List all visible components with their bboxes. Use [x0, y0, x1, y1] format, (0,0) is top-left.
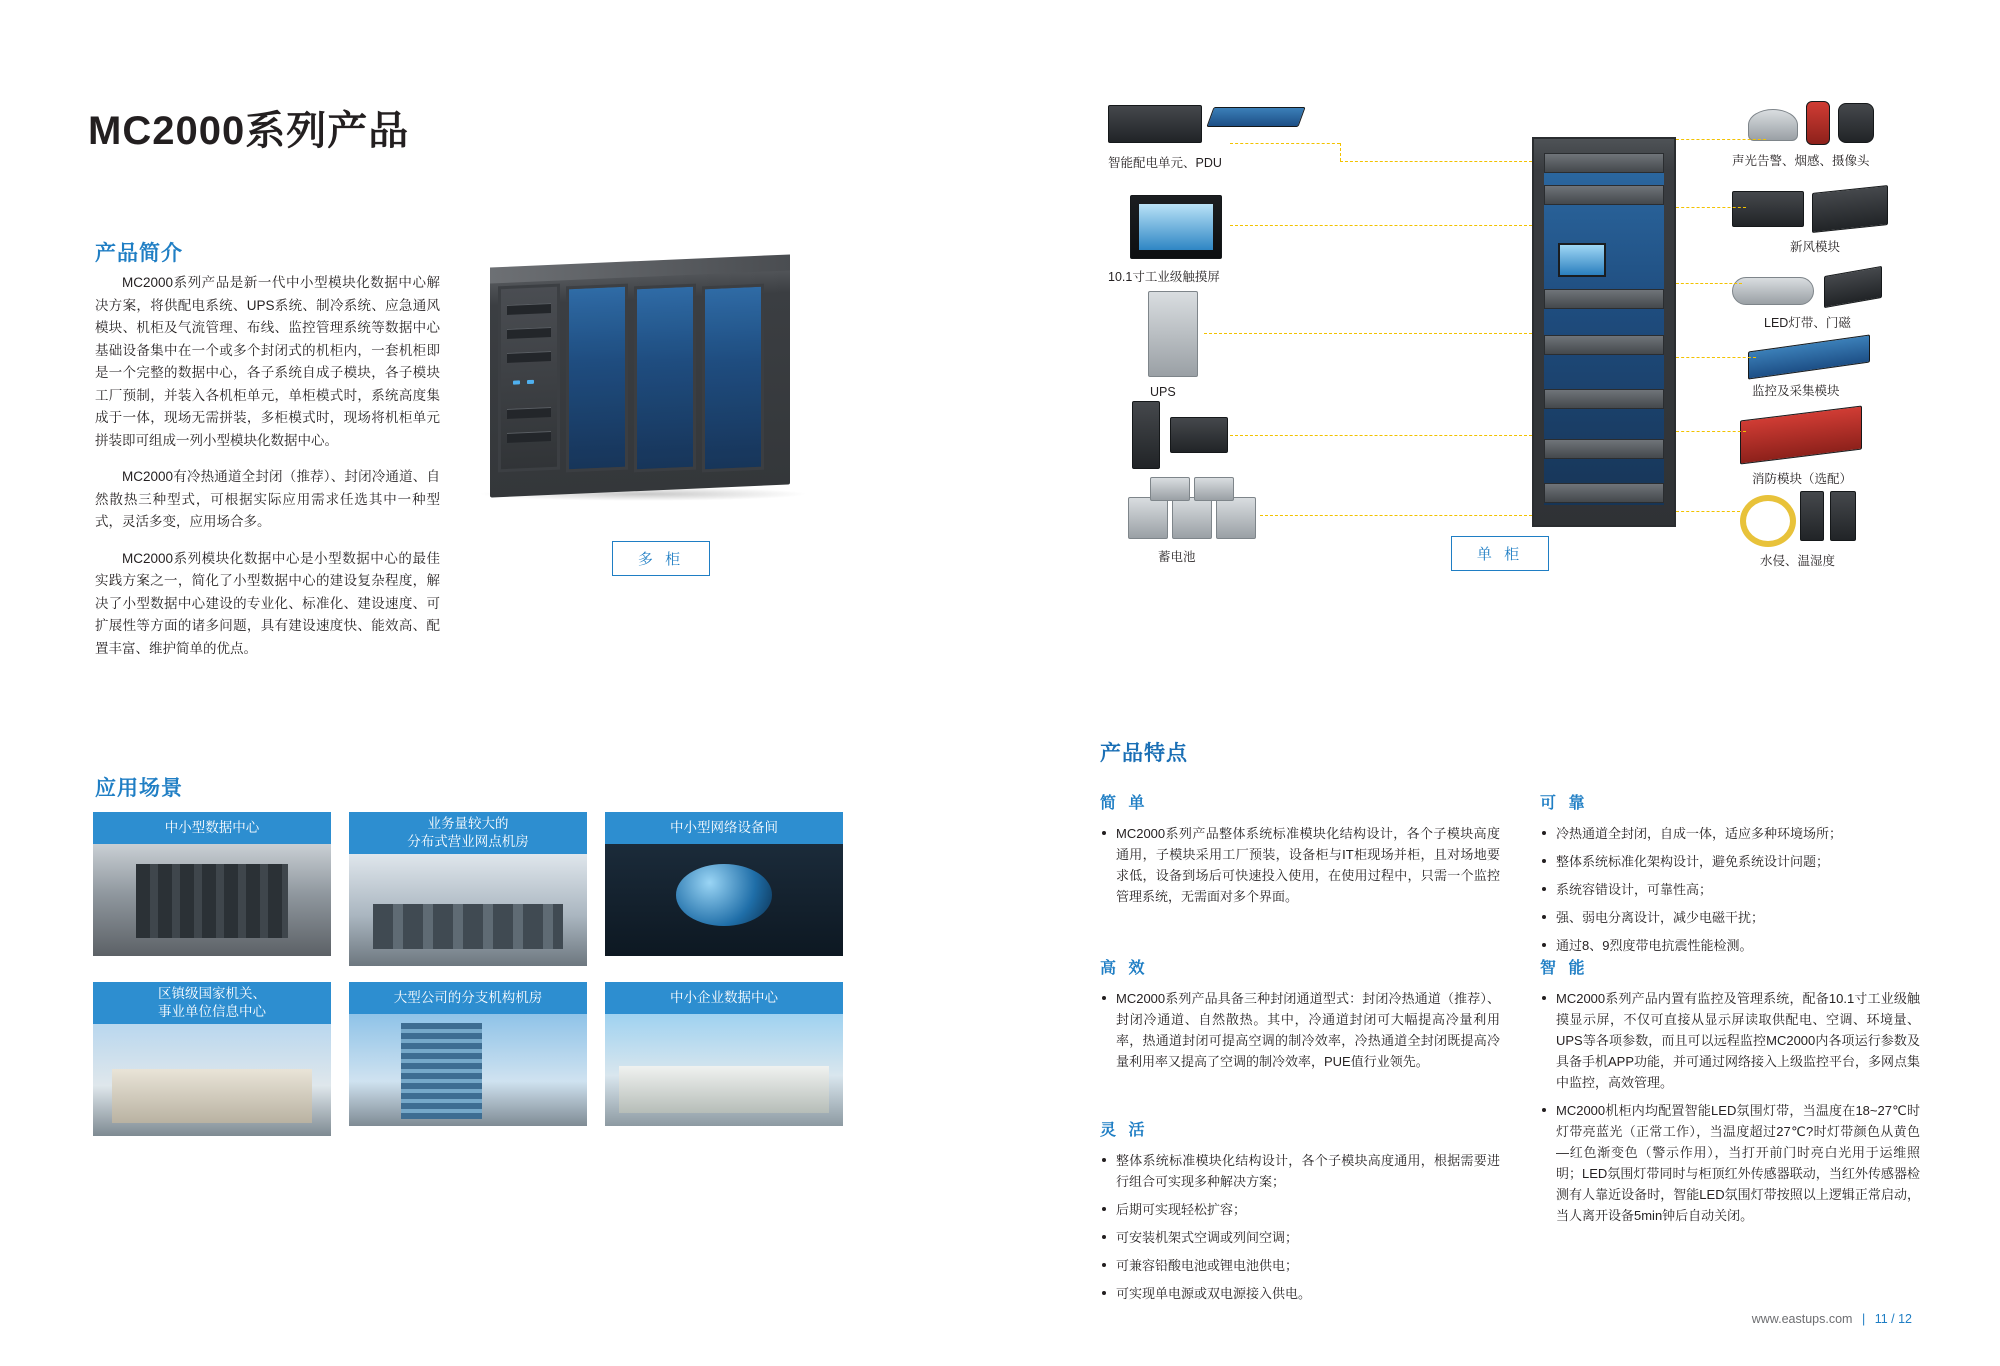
feature-item: 可兼容铅酸电池或锂电池供电；: [1100, 1255, 1500, 1276]
feature-item: MC2000系列产品内置有监控及管理系统，配备10.1寸工业级触摸显示屏，不仅可直接从显示屏读取供配电、空调、环境量、UPS等各项参数，而且可以远程监控MC2000内各项运行参数及具备手机APP功能，并可通过网络接入上级监控平台，多网点集中监控，高效管理。: [1540, 988, 1920, 1093]
label-battery: 蓄电池: [1158, 550, 1196, 564]
feature-block-flexible: [1100, 1117, 1500, 1311]
feature-item: 冷热通道全封闭，自成一体，适应多种环境场所；: [1540, 823, 1920, 844]
smoke-detector-device: [1748, 109, 1798, 141]
cabinet-module: [1544, 185, 1664, 205]
scene-label: [349, 812, 587, 854]
page-number: 11 / 12: [1874, 1312, 1912, 1326]
scene-card: [93, 812, 331, 966]
feature-list: [1100, 1150, 1500, 1304]
feature-item: 可实现单电源或双电源接入供电。: [1100, 1283, 1500, 1304]
scene-grid: [93, 812, 838, 1136]
label-alarm-smoke-camera: 声光告警、烟感、摄像头: [1732, 154, 1870, 168]
scene-image: [93, 844, 331, 956]
scene-label: 中小型数据中心: [93, 812, 331, 844]
component-diagram: [1100, 95, 1920, 568]
caption-multi-cabinet: 多 柜: [612, 541, 710, 576]
pdu-strip: [1206, 107, 1305, 127]
cabinet-door: [566, 284, 628, 473]
label-monitoring: 监控及采集模块: [1752, 384, 1840, 398]
scene-image: [605, 1014, 843, 1126]
scene-label: 中小企业数据中心: [605, 982, 843, 1014]
scene-image: [349, 1014, 587, 1126]
feature-item: 系统容错设计，可靠性高；: [1540, 879, 1920, 900]
scene-card: [605, 812, 843, 966]
feature-item: 强、弱电分离设计，减少电磁干扰；: [1540, 907, 1920, 928]
scene-label-line2: 分布式营业网点机房: [407, 834, 529, 849]
cabinet-door: [702, 284, 764, 473]
feature-item: 通过8、9烈度带电抗震性能检测。: [1540, 935, 1920, 956]
feature-block-reliable: [1540, 790, 1920, 963]
feature-item: MC2000机柜内均配置智能LED氛围灯带，当温度在18~27℃时灯带亮蓝光（正常工作），当温度超过27℃?时灯带颜色从黄色—红色渐变色（警示作用），当打开前门时亮白光用于运维照明；LED氛围灯带同时与柜顶红外传感器联动，当红外传感器检测有人靠近设备时，智能LED氛围灯带按照以上逻辑正常启动，当人离开设备5min钟后自动关闭。: [1540, 1100, 1920, 1226]
section-title-intro: 产品简介: [95, 242, 183, 265]
battery-device: [1216, 497, 1256, 539]
scene-label: [93, 982, 331, 1024]
multi-cabinet-photo: [470, 255, 815, 545]
feature-list: [1540, 988, 1920, 1226]
feature-item: 可安装机架式空调或列间空调；: [1100, 1227, 1500, 1248]
scene-image: [349, 854, 587, 966]
cabinet-module: [1544, 335, 1664, 355]
section-title-scenes: 应用场景: [95, 777, 183, 800]
battery-device: [1128, 497, 1168, 539]
footer-separator: |: [1861, 1312, 1866, 1326]
cabinet-panel: [498, 284, 560, 473]
intro-body: [95, 272, 440, 674]
page-footer: [1752, 1312, 1912, 1326]
door-magnet-device: [1824, 266, 1882, 308]
battery-device: [1194, 477, 1234, 501]
alarm-device: [1806, 101, 1830, 145]
scene-label: 大型公司的分支机构机房: [349, 982, 587, 1014]
air-conditioner-device: [1132, 401, 1160, 469]
feature-item: MC2000系列产品整体系统标准模块化结构设计，各个子模块高度通用，子模块采用工厂预装，设备柜与IT柜现场并柜，且对场地要求低，设备到场后可快速投入使用，在使用过程中，只需一个监控管理系统，无需面对多个界面。: [1100, 823, 1500, 907]
feature-title: 智 能: [1540, 960, 1589, 977]
label-touchscreen: 10.1寸工业级触摸屏: [1108, 270, 1220, 284]
temp-humidity-sensor: [1830, 491, 1856, 541]
cabinet-module: [1544, 389, 1664, 409]
monitoring-module: [1748, 334, 1870, 379]
feature-item: 整体系统标准化架构设计，避免系统设计问题；: [1540, 851, 1920, 872]
water-leak-sensor: [1740, 495, 1796, 547]
temp-humidity-sensor: [1800, 491, 1824, 541]
camera-device: [1838, 103, 1874, 143]
intro-paragraph: MC2000系列模块化数据中心是小型数据中心的最佳实践方案之一，简化了小型数据中心的建设复杂程度，解决了小型数据中心建设的专业化、标准化、建设速度、可扩展性等方面的诸多问题，具有建设速度快、能效高、配置丰富、维护简单的优点。: [95, 550, 440, 656]
scene-label-line1: 业务量较大的: [427, 816, 509, 831]
label-led-door: LED灯带、门磁: [1764, 316, 1851, 330]
footer-url[interactable]: www.eastups.com: [1751, 1312, 1853, 1326]
feature-list: [1540, 823, 1920, 956]
led-strip-device: [1732, 277, 1814, 305]
battery-device: [1150, 477, 1190, 501]
label-pdu: 智能配电单元、PDU: [1108, 156, 1222, 170]
feature-title: 灵 活: [1100, 1122, 1149, 1139]
cabinet-module: [1544, 483, 1664, 503]
fire-protection-module: [1740, 406, 1862, 465]
intro-paragraph: MC2000系列产品是新一代中小型模块化数据中心解决方案，将供配电系统、UPS系统、制冷系统、应急通风模块、机柜及气流管理、布线、监控管理系统等数据中心基础设备集中在一个或多个封闭式的机柜内，一套机柜即是一个完整的数据中心，各子系统自成子模块，各子模块工厂预制，并装入各机柜单元，单柜模式时，系统高度集成于一体，现场无需拼装，多柜模式时，现场将机柜单元拼装即可组成一列小型模块化数据中心。: [95, 275, 440, 448]
scene-card: [349, 812, 587, 966]
label-fire-protection: 消防模块（选配）: [1752, 472, 1853, 486]
feature-title: 简 单: [1100, 795, 1149, 812]
feature-title: 可 靠: [1540, 795, 1589, 812]
air-conditioner-device: [1170, 417, 1228, 453]
cabinet-door: [634, 284, 696, 473]
fresh-air-module: [1812, 185, 1888, 233]
scene-label-line2: 事业单位信息中心: [158, 1004, 266, 1019]
scene-image: [605, 844, 843, 956]
feature-block-efficient: [1100, 955, 1500, 1079]
cabinet-module: [1544, 153, 1664, 173]
cabinet-module: [1544, 439, 1664, 459]
feature-block-smart: [1540, 955, 1920, 1233]
cabinet-module: [1544, 289, 1664, 309]
scene-label-line1: 区镇级国家机关、: [158, 986, 266, 1001]
feature-list: [1100, 988, 1500, 1072]
feature-item: MC2000系列产品具备三种封闭通道型式：封闭冷热通道（推荐）、封闭冷通道、自然散热。其中，冷通道封闭可大幅提高冷量利用率，热通道封闭可提高空调的制冷效率，冷热通道全封闭既提高冷量利用率又提高了空调的制冷效率，PUE值行业领先。: [1100, 988, 1500, 1072]
touchscreen-device: [1130, 195, 1222, 259]
battery-device: [1172, 497, 1212, 539]
scene-image: [93, 1024, 331, 1136]
caption-single-cabinet: 单 柜: [1451, 536, 1549, 571]
ups-device: [1148, 291, 1198, 377]
feature-item: 整体系统标准模块化结构设计，各个子模块高度通用，根据需要进行组合可实现多种解决方案；: [1100, 1150, 1500, 1192]
feature-title: 高 效: [1100, 960, 1149, 977]
scene-card: [93, 982, 331, 1136]
pdu-device: [1108, 105, 1202, 143]
scene-card: [605, 982, 843, 1136]
section-title-features: 产品特点: [1100, 742, 1188, 765]
label-water-temp: 水侵、温湿度: [1760, 554, 1836, 568]
feature-block-simple: [1100, 790, 1500, 914]
cabinet-touchscreen: [1558, 243, 1606, 277]
scene-label: 中小型网络设备间: [605, 812, 843, 844]
fresh-air-module: [1732, 191, 1804, 227]
intro-paragraph: MC2000有冷热通道全封闭（推荐）、封闭冷通道、自然散热三种型式，可根据实际应用需求任选其中一种型式，灵活多变，应用场合多。: [95, 469, 440, 529]
feature-item: 后期可实现轻松扩容；: [1100, 1199, 1500, 1220]
single-cabinet: [1532, 137, 1676, 527]
feature-list: [1100, 823, 1500, 907]
scene-card: [349, 982, 587, 1136]
page-title: MC2000系列产品: [88, 108, 410, 153]
label-ups: UPS: [1150, 385, 1176, 399]
label-fresh-air: 新风模块: [1790, 240, 1841, 254]
